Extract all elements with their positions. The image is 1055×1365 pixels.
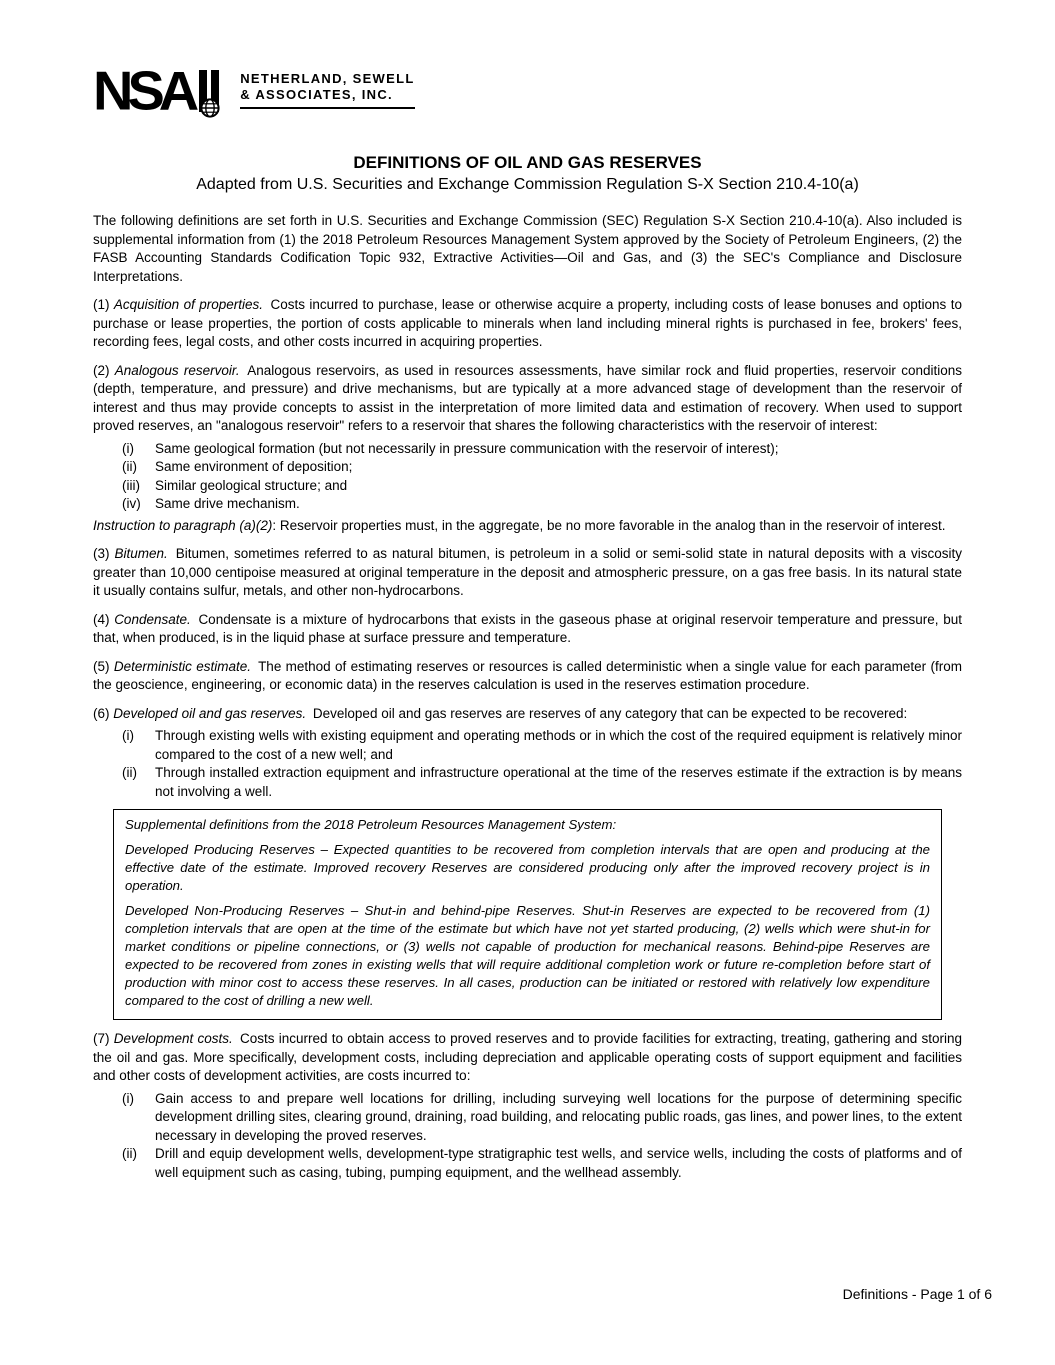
supplemental-heading: Supplemental definitions from the 2018 Petroleum Resources Management System: — [125, 817, 617, 832]
definition-term: Developed oil and gas reserves. — [113, 705, 307, 721]
list-text: Similar geological structure; and — [155, 477, 348, 493]
definition-term: Development costs. — [113, 1031, 233, 1046]
page-footer: Definitions - Page 1 of 6 — [842, 1286, 992, 1302]
definition-4 — [93, 611, 962, 648]
list-marker: (ii) — [122, 765, 137, 780]
definition-body: Analogous reservoirs, as used in resources assessments, have similar rock and fluid properties, reservoir conditions (depth, temperature, and pressure) and drive mechanisms, but are typically at a more advanced stage of development than the reservoir of interest and thus may provide concepts to assist in the interpretation of more limited data and estimation of recovery. When used to support proved reserves, an "analogous reservoir" refers to a reservoir that shares the following characteristics with the reservoir of interest: — [93, 362, 962, 433]
definition-body: The method of estimating reserves or resources is called deterministic when a single value for each parameter (from the geoscience, engineering, or economic data) in the reserves calculation is used in the reserves estimation procedure. — [93, 658, 962, 692]
supplemental-paragraph-developed-producing: Developed Producing Reserves – Expected quantities to be recovered from completion intervals that are open and producing at the effective date of the estimate. Improved recovery Reserves are considered producing only after the improved recovery project is in operation. — [125, 842, 930, 893]
list-item — [93, 495, 962, 514]
definition-number: (3) — [93, 546, 110, 561]
list-item — [93, 764, 962, 801]
globe-icon — [200, 98, 220, 118]
list-text: Drill and equip development wells, development-type stratigraphic test wells, and service wells, including the costs of platforms and of well equipment such as casing, tubing, pumping equipment, and the wellhead assembly. — [155, 1146, 962, 1180]
definition-7-list — [93, 1090, 962, 1183]
list-marker: (iii) — [122, 477, 140, 493]
list-marker: (i) — [122, 728, 134, 743]
definition-number: (7) — [93, 1031, 110, 1046]
definition-number: (2) — [93, 362, 110, 378]
supplemental-definitions-box — [113, 809, 942, 1020]
definition-body: Bitumen, sometimes referred to as natural bitumen, is petroleum in a solid or semi-solid state in natural deposits with a viscosity greater than 10,000 centipoise measured at original temperature in the deposit and atmospheric pressure, on a gas free basis. In its natural state it usually contains sulfur, metals, and other non-hydrocarbons. — [93, 546, 962, 598]
definition-term: Bitumen. — [114, 546, 168, 561]
definition-7 — [93, 1030, 962, 1086]
definition-body: Costs incurred to purchase, lease or otherwise acquire a property, including costs of lease bonuses and options to purchase or lease properties, the portion of costs applicable to minerals when land including mineral rights is purchased in fee, brokers' fees, recording fees, legal costs, and other costs incurred in acquiring properties. — [93, 297, 962, 349]
supplemental-paragraph-developed-non-producing: Developed Non-Producing Reserves – Shut-in and behind-pipe Reserves. Shut-in Reserves are expected to be recovered from (1) completion intervals that are open at the time of the estimate but which have not yet started producing, (2) wells which were shut-in for market conditions or pipeline connections, or (3) wells not capable of production for mechanical reasons. Behind-pipe Reserves are expected to be recovered from zones in existing wells that will require additional completion work or future re-completion before start of production with minor cost to access these reserves. In all cases, production can be initiated or restored with relatively low expenditure compared to the cost of drilling a new well. — [125, 903, 930, 1008]
definition-term: Acquisition of properties. — [113, 297, 264, 312]
definition-1 — [93, 296, 962, 352]
list-item — [93, 477, 962, 496]
definition-number: (5) — [93, 658, 110, 674]
nsai-logo-acronym: NSA — [93, 59, 194, 122]
list-marker: (i) — [122, 440, 134, 456]
definition-2-list — [93, 440, 962, 514]
list-text: Through existing wells with existing equipment and operating methods or in which the cost of the required equipment is relatively minor compared to the cost of a new well; and — [155, 728, 962, 762]
list-marker: (i) — [122, 1090, 134, 1106]
list-item — [93, 458, 962, 477]
list-text: Same environment of deposition; — [155, 459, 353, 474]
definition-body: Costs incurred to obtain access to proved reserves and to provide facilities for extracting, treating, gathering and storing the oil and gas. More specifically, development costs, including depreciation and applicable operating costs of support equipment and facilities and other costs of development activities, are costs incurred to: — [93, 1031, 962, 1083]
list-marker: (iv) — [122, 496, 141, 511]
instruction-text: : Reservoir properties must, in the aggregate, be no more favorable in the analog than in the reservoir of interest. — [272, 517, 946, 533]
definition-number: (4) — [93, 611, 110, 627]
definition-term: Analogous reservoir. — [114, 362, 240, 378]
company-name-line2: & ASSOCIATES, INC. — [240, 87, 393, 102]
list-text: Same geological formation (but not necessarily in pressure communication with the reservoir of interest); — [155, 440, 779, 456]
list-text: Through installed extraction equipment and infrastructure operational at the time of the reserves estimate if the extraction is by means not involving a well. — [155, 765, 962, 799]
list-text: Gain access to and prepare well locations for drilling, including surveying well locations for the purpose of determining specific development drilling sites, clearing ground, draining, road building, and relocating public roads, gas lines, and power lines, to the extent necessary in developing the proved reserves. — [155, 1090, 962, 1143]
instruction-lead: Instruction to paragraph (a)(2) — [93, 517, 273, 533]
definition-6 — [93, 705, 962, 724]
definition-3 — [93, 545, 962, 601]
definition-6-list — [93, 727, 962, 801]
definition-number: (1) — [93, 297, 110, 312]
definition-number: (6) — [93, 705, 110, 721]
definition-2 — [93, 362, 962, 436]
page-title: DEFINITIONS OF OIL AND GAS RESERVES — [353, 153, 702, 172]
list-text: Same drive mechanism. — [155, 496, 300, 511]
company-name-line1: NETHERLAND, SEWELL — [240, 71, 415, 86]
company-name — [240, 68, 414, 109]
definition-term: Deterministic estimate. — [113, 658, 251, 674]
list-item — [93, 727, 962, 764]
nsai-logo-bars — [199, 68, 225, 114]
company-logo — [93, 59, 962, 122]
definition-5 — [93, 658, 962, 695]
intro-paragraph: The following definitions are set forth in U.S. Securities and Exchange Commission (SEC) Regulation S-X Section 210.4-10(a). Also included is supplemental information from (1) the 2018 Petroleum Resources Management System approved by the Society of Petroleum Engineers, (2) the FASB Accounting Standards Codification Topic 932, Extractive Activities—Oil and Gas, and (3) the SEC's Compliance and Disclosure Interpretations. — [93, 213, 962, 284]
definition-term: Condensate. — [114, 611, 191, 627]
list-marker: (ii) — [122, 1146, 137, 1161]
list-marker: (ii) — [122, 459, 137, 474]
instruction-paragraph — [93, 517, 962, 536]
definition-body: Developed oil and gas reserves are reserves of any category that can be expected to be recovered: — [312, 705, 908, 721]
page-subtitle: Adapted from U.S. Securities and Exchange Commission Regulation S-X Section 210.4-10(a) — [196, 176, 859, 193]
list-item — [93, 440, 962, 459]
definition-body: Condensate is a mixture of hydrocarbons that exists in the gaseous phase at original reservoir temperature and pressure, but that, when produced, is in the liquid phase at surface pressure and temperature. — [93, 611, 962, 645]
list-item — [93, 1090, 962, 1146]
list-item — [93, 1145, 962, 1182]
nsai-logo-mark — [93, 59, 225, 122]
